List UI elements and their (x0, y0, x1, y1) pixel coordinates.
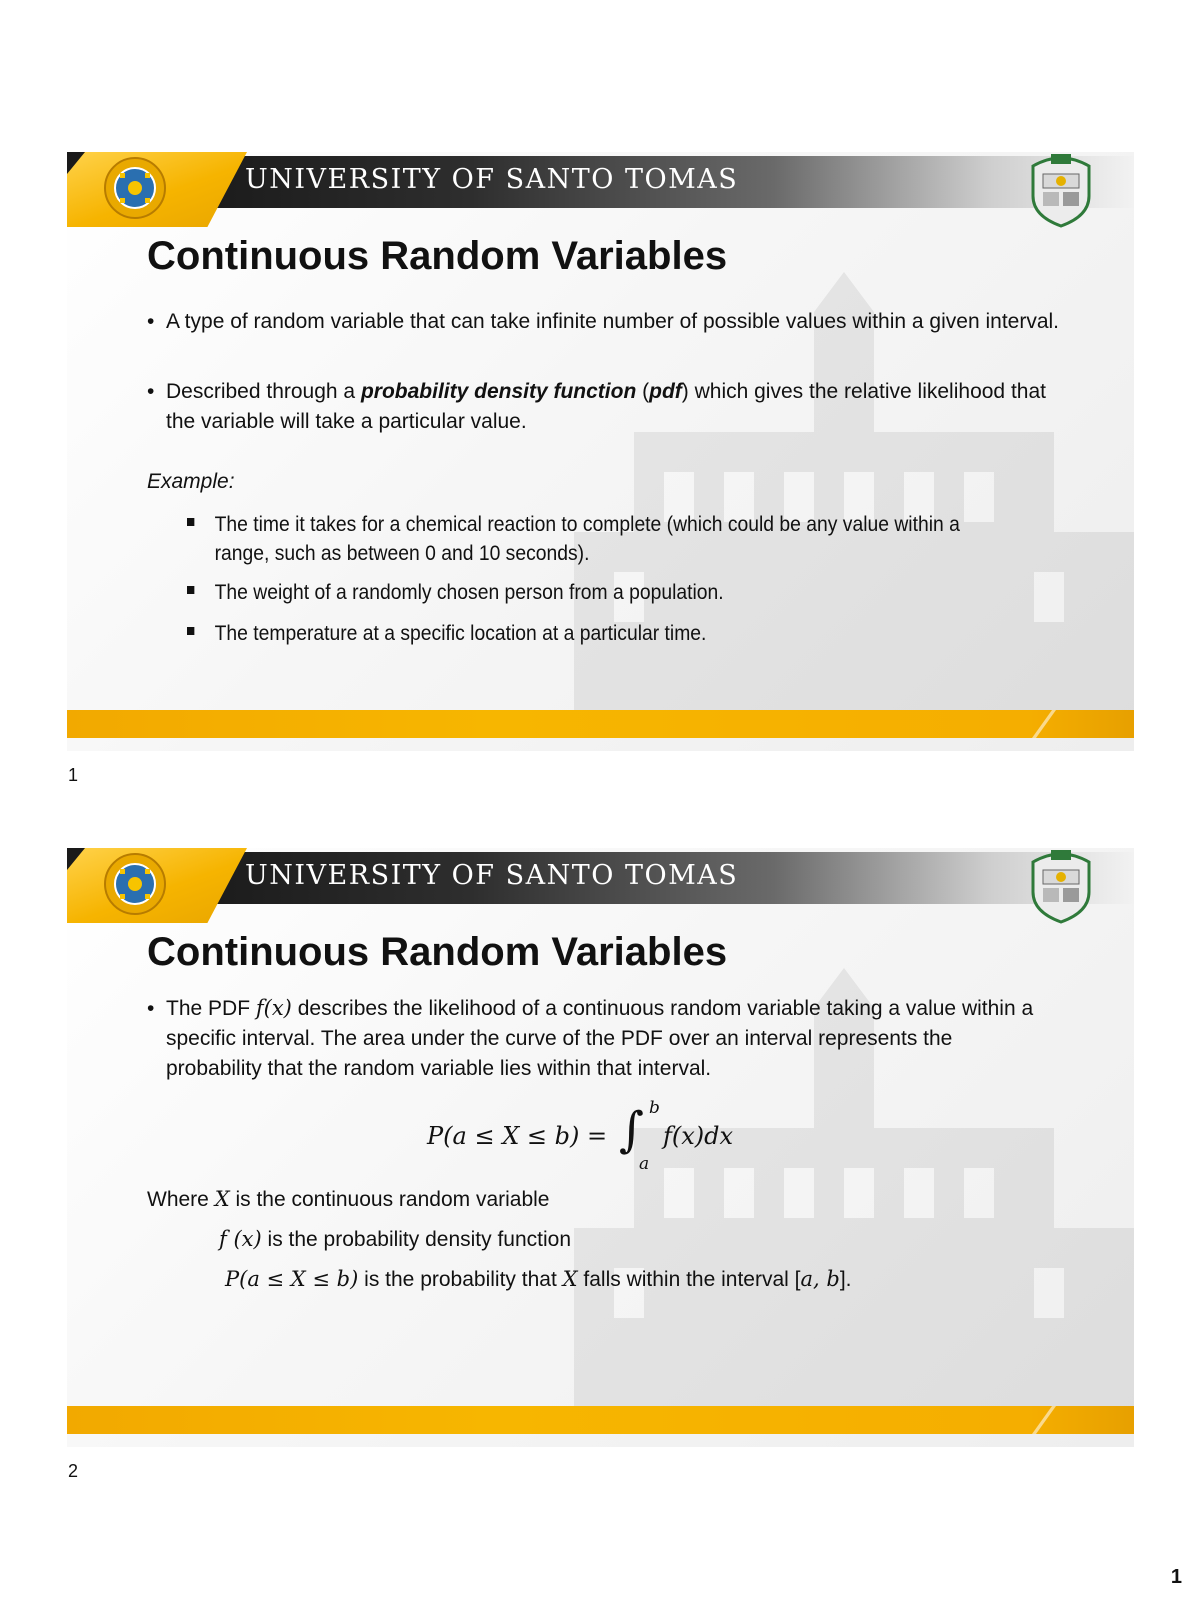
pdf-term: probability density function (360, 380, 637, 403)
example-label: Example: (147, 470, 235, 493)
square-bullet (187, 627, 194, 635)
x-symbol: X (214, 1187, 230, 1211)
p-symbol: P(a ≤ X ≤ b) (225, 1267, 359, 1291)
bullet-item (147, 377, 1066, 437)
bullet-text: The PDF (166, 997, 256, 1020)
where-text: is the probability that (358, 1268, 563, 1291)
pdf-symbol: f(x) (255, 996, 292, 1020)
example-item (187, 510, 987, 568)
bullet-dot: • (147, 310, 155, 333)
probability-formula (427, 1098, 787, 1178)
where-p-line (225, 1264, 852, 1295)
x-symbol: X (562, 1267, 578, 1291)
slide-number: 2 (68, 1461, 79, 1481)
where-text: ]. (839, 1268, 852, 1291)
interval-symbol: a, b (800, 1267, 840, 1291)
slide-header (67, 152, 1134, 227)
where-text: is the continuous random variable (229, 1188, 550, 1211)
where-x-line (147, 1184, 550, 1215)
bullet-text: ) which gives the relative likelihood that the variable will take a particular value. (166, 380, 1046, 433)
bullet-item (147, 307, 1066, 337)
where-f-line (219, 1224, 571, 1255)
square-bullet (187, 518, 194, 526)
where-text: is the probability density function (261, 1228, 572, 1251)
example-text: The time it takes for a chemical reaction to complete (which could be any value within a range, such as between 0 and 10 seconds). (214, 513, 960, 565)
where-label: Where (147, 1188, 215, 1211)
bullet-text: A type of random variable that can take infinite number of possible values within a given interval. (166, 310, 1060, 333)
ust-crest-logo (1027, 152, 1095, 228)
upper-limit: b (649, 1098, 660, 1118)
bullet-text: Described through a (166, 380, 361, 403)
slide-header (67, 848, 1134, 923)
slide-title: Continuous Random Variables (147, 234, 728, 278)
bullet-item (147, 993, 1046, 1084)
ust-crest-logo (1027, 848, 1095, 924)
footer-bar (67, 1406, 1134, 1434)
pdf-abbr: pdf (649, 380, 682, 403)
example-item (187, 578, 987, 607)
integrand: f(x)dx (663, 1122, 734, 1150)
university-name: UNIVERSITY OF SANTO TOMAS (245, 164, 739, 195)
bullet-dot: • (147, 380, 155, 403)
slide-1 (67, 152, 1134, 751)
page-number: 1 (1170, 1566, 1182, 1588)
square-bullet (187, 586, 194, 594)
lower-limit: a (639, 1154, 650, 1174)
example-text: The temperature at a specific location at a particular time. (214, 622, 707, 645)
example-text: The weight of a randomly chosen person from a population. (214, 581, 724, 604)
footer-bar (67, 710, 1134, 738)
slide-number: 1 (68, 765, 79, 785)
bullet-text: ( (636, 380, 650, 403)
where-text: falls within the interval [ (577, 1268, 801, 1291)
slide-2 (67, 848, 1134, 1447)
integral-sign: ∫ (619, 1102, 645, 1158)
ust-seal-logo (103, 852, 167, 916)
bullet-dot: • (147, 997, 155, 1020)
ust-seal-logo (103, 156, 167, 220)
slide-title: Continuous Random Variables (147, 930, 728, 974)
formula-lhs: P(a ≤ X ≤ b) = (427, 1122, 608, 1150)
f-symbol: f (x) (219, 1227, 262, 1251)
example-item (187, 619, 987, 648)
university-name: UNIVERSITY OF SANTO TOMAS (245, 860, 739, 891)
bullet-text: describes the likelihood of a continuous random variable taking a value within a specific interval. The area under the curve of the PDF over an interval represents the probability that the random variable lies within that interval. (166, 997, 1034, 1080)
